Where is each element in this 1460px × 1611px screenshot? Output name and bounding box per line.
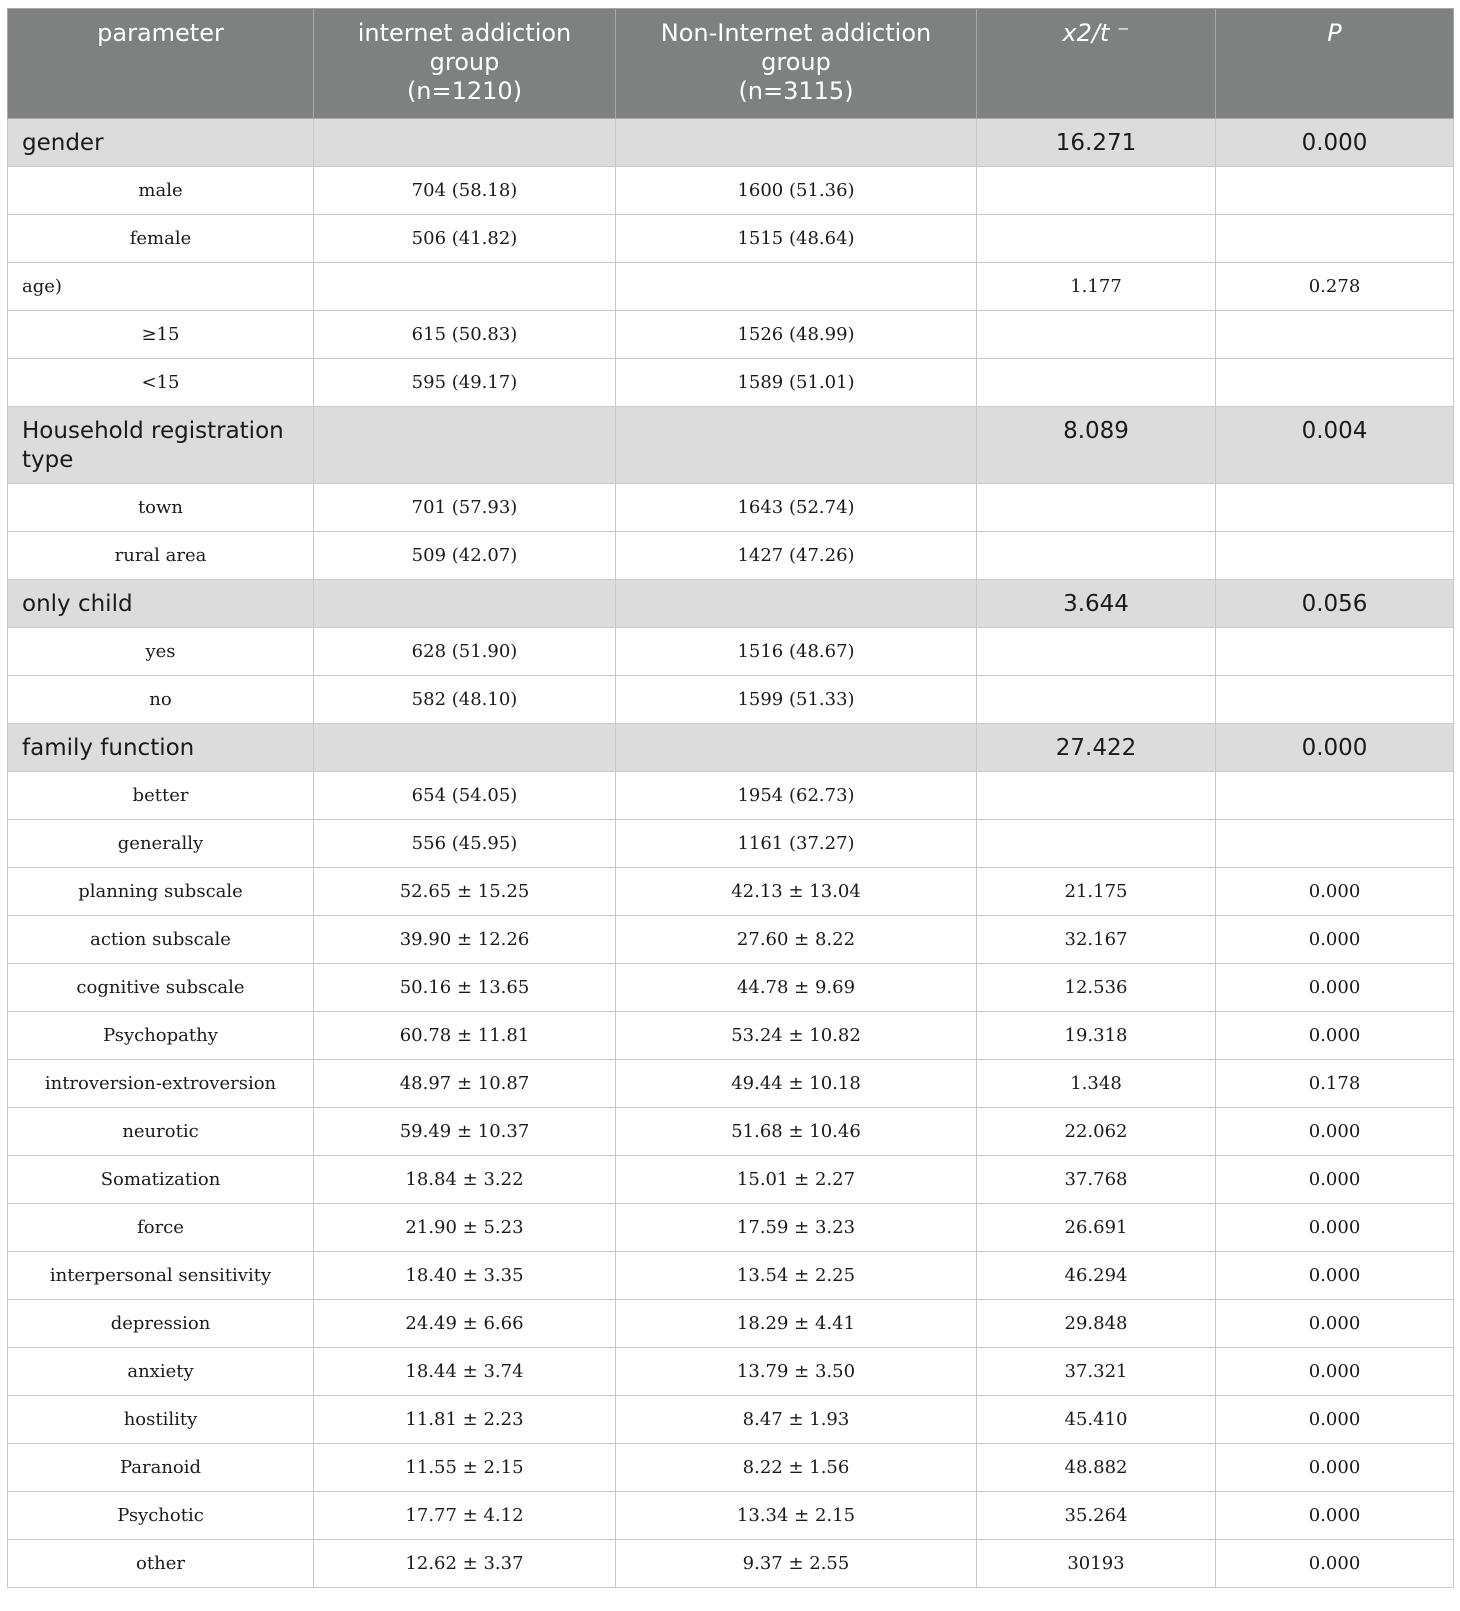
p-value-cell (1216, 532, 1454, 580)
row-label-cell: planning subscale (8, 868, 314, 916)
p-value-cell (1216, 215, 1454, 263)
non-internet-addiction-cell: 1526 (48.99) (616, 311, 977, 359)
row-label-cell: no (8, 676, 314, 724)
header-line: x2/t ⁻ (1062, 19, 1130, 47)
p-value-cell: 0.000 (1216, 1300, 1454, 1348)
internet-addiction-cell: 11.81 ± 2.23 (314, 1396, 616, 1444)
p-value-cell (1216, 772, 1454, 820)
internet-addiction-cell: 59.49 ± 10.37 (314, 1108, 616, 1156)
comparison-table (7, 8, 1454, 1588)
row-label-cell: Psychopathy (8, 1012, 314, 1060)
row-label-cell: generally (8, 820, 314, 868)
non-internet-addiction-cell: 13.34 ± 2.15 (616, 1492, 977, 1540)
table-row (8, 263, 1454, 311)
section-row (8, 119, 1454, 167)
table-body (8, 119, 1454, 1588)
p-value-cell: 0.000 (1216, 964, 1454, 1012)
non-internet-addiction-cell: 1600 (51.36) (616, 167, 977, 215)
statistic-cell (977, 167, 1216, 215)
statistic-cell: 1.177 (977, 263, 1216, 311)
p-value-cell: 0.000 (1216, 868, 1454, 916)
internet-addiction-cell: 60.78 ± 11.81 (314, 1012, 616, 1060)
internet-addiction-cell: 39.90 ± 12.26 (314, 916, 616, 964)
row-label-cell: <15 (8, 359, 314, 407)
internet-addiction-cell (314, 119, 616, 167)
table-row (8, 484, 1454, 532)
header-internet-addiction-group (314, 9, 616, 119)
p-value-cell: 0.000 (1216, 1492, 1454, 1540)
internet-addiction-cell: 11.55 ± 2.15 (314, 1444, 616, 1492)
p-value-cell: 0.000 (1216, 1396, 1454, 1444)
row-label-cell: town (8, 484, 314, 532)
internet-addiction-cell (314, 580, 616, 628)
statistic-cell: 37.321 (977, 1348, 1216, 1396)
row-label-cell: cognitive subscale (8, 964, 314, 1012)
p-value-cell: 0.004 (1216, 407, 1454, 484)
statistic-cell: 16.271 (977, 119, 1216, 167)
internet-addiction-cell: 50.16 ± 13.65 (314, 964, 616, 1012)
p-value-cell: 0.000 (1216, 1348, 1454, 1396)
internet-addiction-cell: 17.77 ± 4.12 (314, 1492, 616, 1540)
p-value-cell (1216, 628, 1454, 676)
row-label-cell: Psychotic (8, 1492, 314, 1540)
internet-addiction-cell (314, 407, 616, 484)
p-value-cell (1216, 359, 1454, 407)
statistic-cell: 37.768 (977, 1156, 1216, 1204)
non-internet-addiction-cell: 1954 (62.73) (616, 772, 977, 820)
internet-addiction-cell: 582 (48.10) (314, 676, 616, 724)
table-row (8, 1396, 1454, 1444)
header-line: group (429, 48, 500, 76)
non-internet-addiction-cell: 8.22 ± 1.56 (616, 1444, 977, 1492)
table-row (8, 1060, 1454, 1108)
non-internet-addiction-cell: 1516 (48.67) (616, 628, 977, 676)
section-row (8, 724, 1454, 772)
table-row (8, 359, 1454, 407)
internet-addiction-cell: 509 (42.07) (314, 532, 616, 580)
p-value-cell: 0.000 (1216, 1540, 1454, 1588)
statistic-cell (977, 215, 1216, 263)
data-table-container (7, 8, 1453, 1588)
header-line: (n=3115) (738, 77, 854, 105)
row-label-cell: force (8, 1204, 314, 1252)
internet-addiction-cell: 48.97 ± 10.87 (314, 1060, 616, 1108)
statistic-cell: 8.089 (977, 407, 1216, 484)
p-value-cell: 0.000 (1216, 916, 1454, 964)
header-line: Non-Internet addiction (660, 19, 932, 47)
non-internet-addiction-cell (616, 407, 977, 484)
internet-addiction-cell: 12.62 ± 3.37 (314, 1540, 616, 1588)
non-internet-addiction-cell (616, 119, 977, 167)
row-label-cell: depression (8, 1300, 314, 1348)
statistic-cell (977, 311, 1216, 359)
statistic-cell (977, 532, 1216, 580)
internet-addiction-cell: 556 (45.95) (314, 820, 616, 868)
row-label-cell: Somatization (8, 1156, 314, 1204)
non-internet-addiction-cell: 53.24 ± 10.82 (616, 1012, 977, 1060)
non-internet-addiction-cell: 18.29 ± 4.41 (616, 1300, 977, 1348)
statistic-cell: 22.062 (977, 1108, 1216, 1156)
table-header (8, 9, 1454, 119)
statistic-cell (977, 676, 1216, 724)
p-value-cell (1216, 820, 1454, 868)
header-line: parameter (97, 19, 224, 47)
table-row (8, 167, 1454, 215)
table-row (8, 772, 1454, 820)
table-row (8, 1204, 1454, 1252)
table-row (8, 1492, 1454, 1540)
non-internet-addiction-cell: 51.68 ± 10.46 (616, 1108, 977, 1156)
internet-addiction-cell: 18.84 ± 3.22 (314, 1156, 616, 1204)
p-value-cell: 0.000 (1216, 1204, 1454, 1252)
statistic-cell (977, 628, 1216, 676)
p-value-cell: 0.000 (1216, 119, 1454, 167)
statistic-cell: 19.318 (977, 1012, 1216, 1060)
table-row (8, 215, 1454, 263)
table-row (8, 628, 1454, 676)
non-internet-addiction-cell (616, 724, 977, 772)
statistic-cell (977, 484, 1216, 532)
non-internet-addiction-cell: 1427 (47.26) (616, 532, 977, 580)
statistic-cell (977, 772, 1216, 820)
non-internet-addiction-cell: 44.78 ± 9.69 (616, 964, 977, 1012)
table-row (8, 820, 1454, 868)
table-row (8, 532, 1454, 580)
p-value-cell (1216, 167, 1454, 215)
internet-addiction-cell (314, 263, 616, 311)
header-row (8, 9, 1454, 119)
table-row (8, 1108, 1454, 1156)
statistic-cell: 21.175 (977, 868, 1216, 916)
non-internet-addiction-cell: 49.44 ± 10.18 (616, 1060, 977, 1108)
statistic-cell: 32.167 (977, 916, 1216, 964)
internet-addiction-cell: 21.90 ± 5.23 (314, 1204, 616, 1252)
header-line: (n=1210) (406, 77, 523, 105)
table-row (8, 868, 1454, 916)
row-label-cell: rural area (8, 532, 314, 580)
row-label-cell: ≥15 (8, 311, 314, 359)
internet-addiction-cell: 628 (51.90) (314, 628, 616, 676)
table-row (8, 1156, 1454, 1204)
row-label-cell: hostility (8, 1396, 314, 1444)
header-non-internet-addiction-group (616, 9, 977, 119)
statistic-cell: 1.348 (977, 1060, 1216, 1108)
internet-addiction-cell (314, 724, 616, 772)
p-value-cell: 0.056 (1216, 580, 1454, 628)
internet-addiction-cell: 506 (41.82) (314, 215, 616, 263)
internet-addiction-cell: 595 (49.17) (314, 359, 616, 407)
row-label-cell: Paranoid (8, 1444, 314, 1492)
non-internet-addiction-cell: 9.37 ± 2.55 (616, 1540, 977, 1588)
header-line: P (1327, 19, 1342, 47)
header-line: internet addiction (357, 19, 572, 47)
statistic-cell: 30193 (977, 1540, 1216, 1588)
row-label-cell: Household registration type (8, 407, 314, 484)
statistic-cell: 45.410 (977, 1396, 1216, 1444)
non-internet-addiction-cell: 13.54 ± 2.25 (616, 1252, 977, 1300)
table-row (8, 964, 1454, 1012)
table-row (8, 1444, 1454, 1492)
p-value-cell (1216, 484, 1454, 532)
statistic-cell: 48.882 (977, 1444, 1216, 1492)
row-label-cell: gender (8, 119, 314, 167)
row-label-cell: only child (8, 580, 314, 628)
statistic-cell: 46.294 (977, 1252, 1216, 1300)
row-label-cell: male (8, 167, 314, 215)
row-label-cell: anxiety (8, 1348, 314, 1396)
p-value-cell: 0.000 (1216, 724, 1454, 772)
table-row (8, 1012, 1454, 1060)
internet-addiction-cell: 18.40 ± 3.35 (314, 1252, 616, 1300)
row-label-cell: age) (8, 263, 314, 311)
table-row (8, 1348, 1454, 1396)
p-value-cell (1216, 676, 1454, 724)
statistic-cell (977, 820, 1216, 868)
row-label-cell: introversion-extroversion (8, 1060, 314, 1108)
non-internet-addiction-cell: 1161 (37.27) (616, 820, 977, 868)
row-label-cell: other (8, 1540, 314, 1588)
header-line: group (761, 48, 831, 76)
statistic-cell: 12.536 (977, 964, 1216, 1012)
internet-addiction-cell: 701 (57.93) (314, 484, 616, 532)
p-value-cell: 0.278 (1216, 263, 1454, 311)
header-p (1216, 9, 1454, 119)
non-internet-addiction-cell: 27.60 ± 8.22 (616, 916, 977, 964)
row-label-cell: yes (8, 628, 314, 676)
statistic-cell: 29.848 (977, 1300, 1216, 1348)
non-internet-addiction-cell: 1589 (51.01) (616, 359, 977, 407)
p-value-cell (1216, 311, 1454, 359)
section-row (8, 580, 1454, 628)
statistic-cell: 27.422 (977, 724, 1216, 772)
row-label-cell: interpersonal sensitivity (8, 1252, 314, 1300)
non-internet-addiction-cell (616, 580, 977, 628)
non-internet-addiction-cell: 17.59 ± 3.23 (616, 1204, 977, 1252)
non-internet-addiction-cell (616, 263, 977, 311)
p-value-cell: 0.000 (1216, 1156, 1454, 1204)
row-label-cell: neurotic (8, 1108, 314, 1156)
p-value-cell: 0.000 (1216, 1108, 1454, 1156)
statistic-cell: 3.644 (977, 580, 1216, 628)
p-value-cell: 0.178 (1216, 1060, 1454, 1108)
non-internet-addiction-cell: 42.13 ± 13.04 (616, 868, 977, 916)
non-internet-addiction-cell: 8.47 ± 1.93 (616, 1396, 977, 1444)
header-x2-t (977, 9, 1216, 119)
table-row (8, 1300, 1454, 1348)
table-row (8, 1540, 1454, 1588)
row-label-cell: better (8, 772, 314, 820)
statistic-cell: 35.264 (977, 1492, 1216, 1540)
non-internet-addiction-cell: 15.01 ± 2.27 (616, 1156, 977, 1204)
p-value-cell: 0.000 (1216, 1252, 1454, 1300)
p-value-cell: 0.000 (1216, 1444, 1454, 1492)
internet-addiction-cell: 18.44 ± 3.74 (314, 1348, 616, 1396)
row-label-cell: action subscale (8, 916, 314, 964)
p-value-cell: 0.000 (1216, 1012, 1454, 1060)
non-internet-addiction-cell: 1643 (52.74) (616, 484, 977, 532)
table-row (8, 1252, 1454, 1300)
non-internet-addiction-cell: 1599 (51.33) (616, 676, 977, 724)
header-parameter (8, 9, 314, 119)
section-row (8, 407, 1454, 484)
internet-addiction-cell: 704 (58.18) (314, 167, 616, 215)
internet-addiction-cell: 615 (50.83) (314, 311, 616, 359)
row-label-cell: female (8, 215, 314, 263)
internet-addiction-cell: 654 (54.05) (314, 772, 616, 820)
table-row (8, 676, 1454, 724)
non-internet-addiction-cell: 1515 (48.64) (616, 215, 977, 263)
row-label-cell: family function (8, 724, 314, 772)
non-internet-addiction-cell: 13.79 ± 3.50 (616, 1348, 977, 1396)
table-row (8, 916, 1454, 964)
statistic-cell (977, 359, 1216, 407)
internet-addiction-cell: 52.65 ± 15.25 (314, 868, 616, 916)
table-row (8, 311, 1454, 359)
statistic-cell: 26.691 (977, 1204, 1216, 1252)
internet-addiction-cell: 24.49 ± 6.66 (314, 1300, 616, 1348)
